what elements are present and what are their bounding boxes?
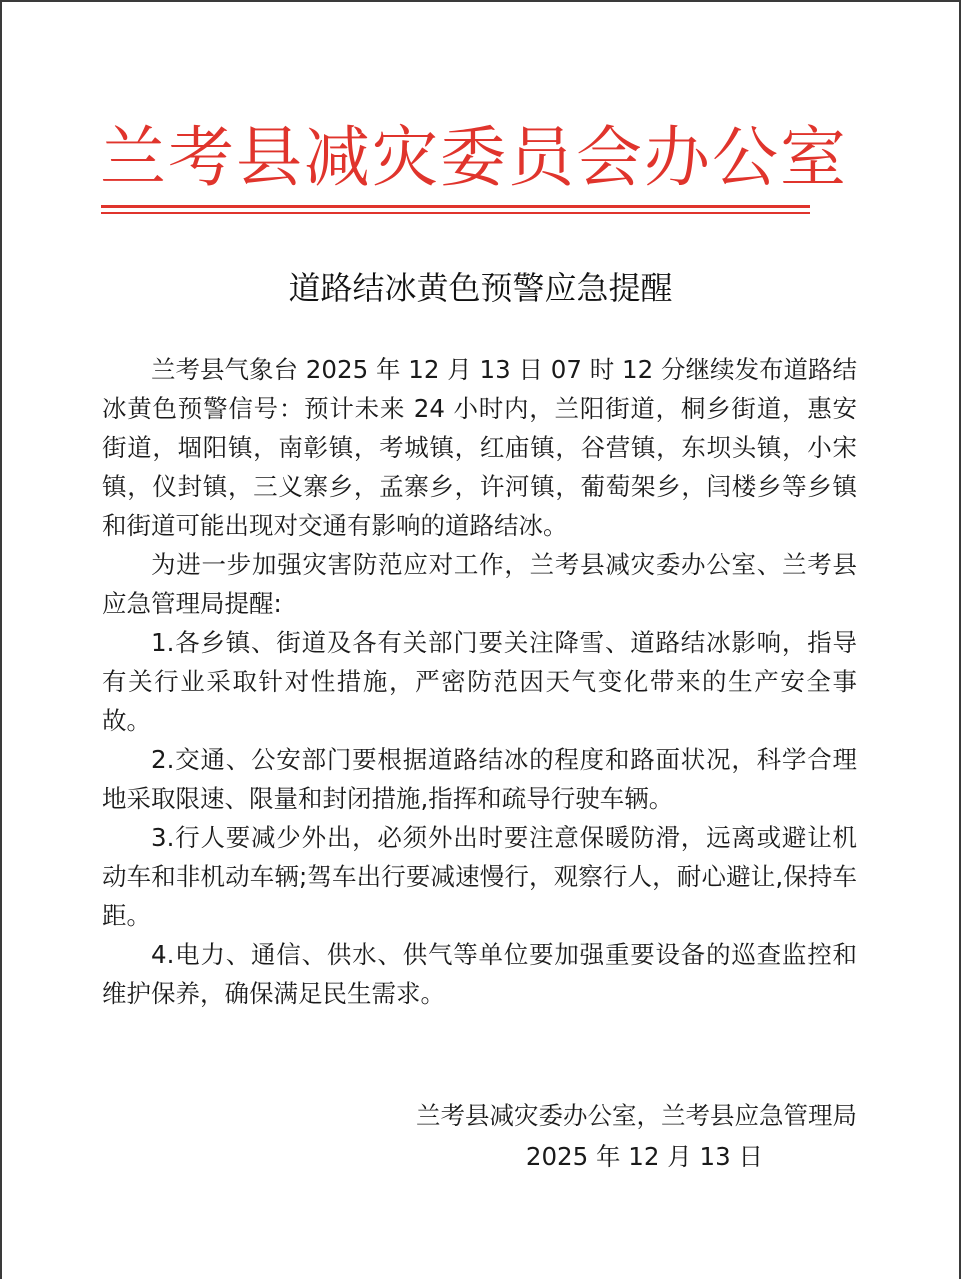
page-frame-top bbox=[0, 0, 961, 2]
letterhead-divider-thin bbox=[101, 212, 810, 214]
letterhead-divider-thick bbox=[101, 205, 810, 208]
paragraph-reminder-intro: 为进一步加强灾害防范应对工作，兰考县减灾委办公室、兰考县应急管理局提醒: bbox=[102, 550, 857, 618]
paragraph-item-2: 2.交通、公安部门要根据道路结冰的程度和路面状况，科学合理地采取限速、限量和封闭措施,指挥和疏导行驶车辆。 bbox=[102, 745, 857, 813]
paragraph-item-1: 1.各乡镇、街道及各有关部门要关注降雪、道路结冰影响，指导有关行业采取针对性措施，严密防范因天气变化带来的生产安全事故。 bbox=[102, 628, 857, 735]
org-letterhead-title: 兰考县减灾委员会办公室 bbox=[100, 119, 848, 196]
paragraph-item-4: 4.电力、通信、供水、供气等单位要加强重要设备的巡查监控和维护保养，确保满足民生需求。 bbox=[102, 940, 857, 1008]
paragraph-item-3: 3.行人要减少外出，必须外出时要注意保暖防滑，远离或避让机动车和非机动车辆;驾车出行要减速慢行，观察行人，耐心避让,保持车距。 bbox=[102, 823, 857, 930]
paragraph-warning-notice: 兰考县气象台 2025 年 12 月 13 日 07 时 12 分继续发布道路结冰黄色预警信号：预计未来 24 小时内，兰阳街道，桐乡街道，惠安街道，堌阳镇，南彰镇，考城镇，红庙镇，谷营镇，东坝头镇，小宋镇，仪封镇，三义寨乡，孟寨乡，许河镇，葡萄架乡，闫楼乡等乡镇和街道可能出现对交通有影响的道路结冰。 bbox=[102, 355, 857, 540]
page-frame-left bbox=[0, 0, 2, 1279]
signature-issuer: 兰考县减灾委办公室，兰考县应急管理局 bbox=[416, 1101, 857, 1130]
signature-date: 2025 年 12 月 13 日 bbox=[525, 1142, 763, 1171]
document-body bbox=[102, 350, 857, 1013]
document-heading: 道路结冰黄色预警应急提醒 bbox=[288, 269, 673, 307]
